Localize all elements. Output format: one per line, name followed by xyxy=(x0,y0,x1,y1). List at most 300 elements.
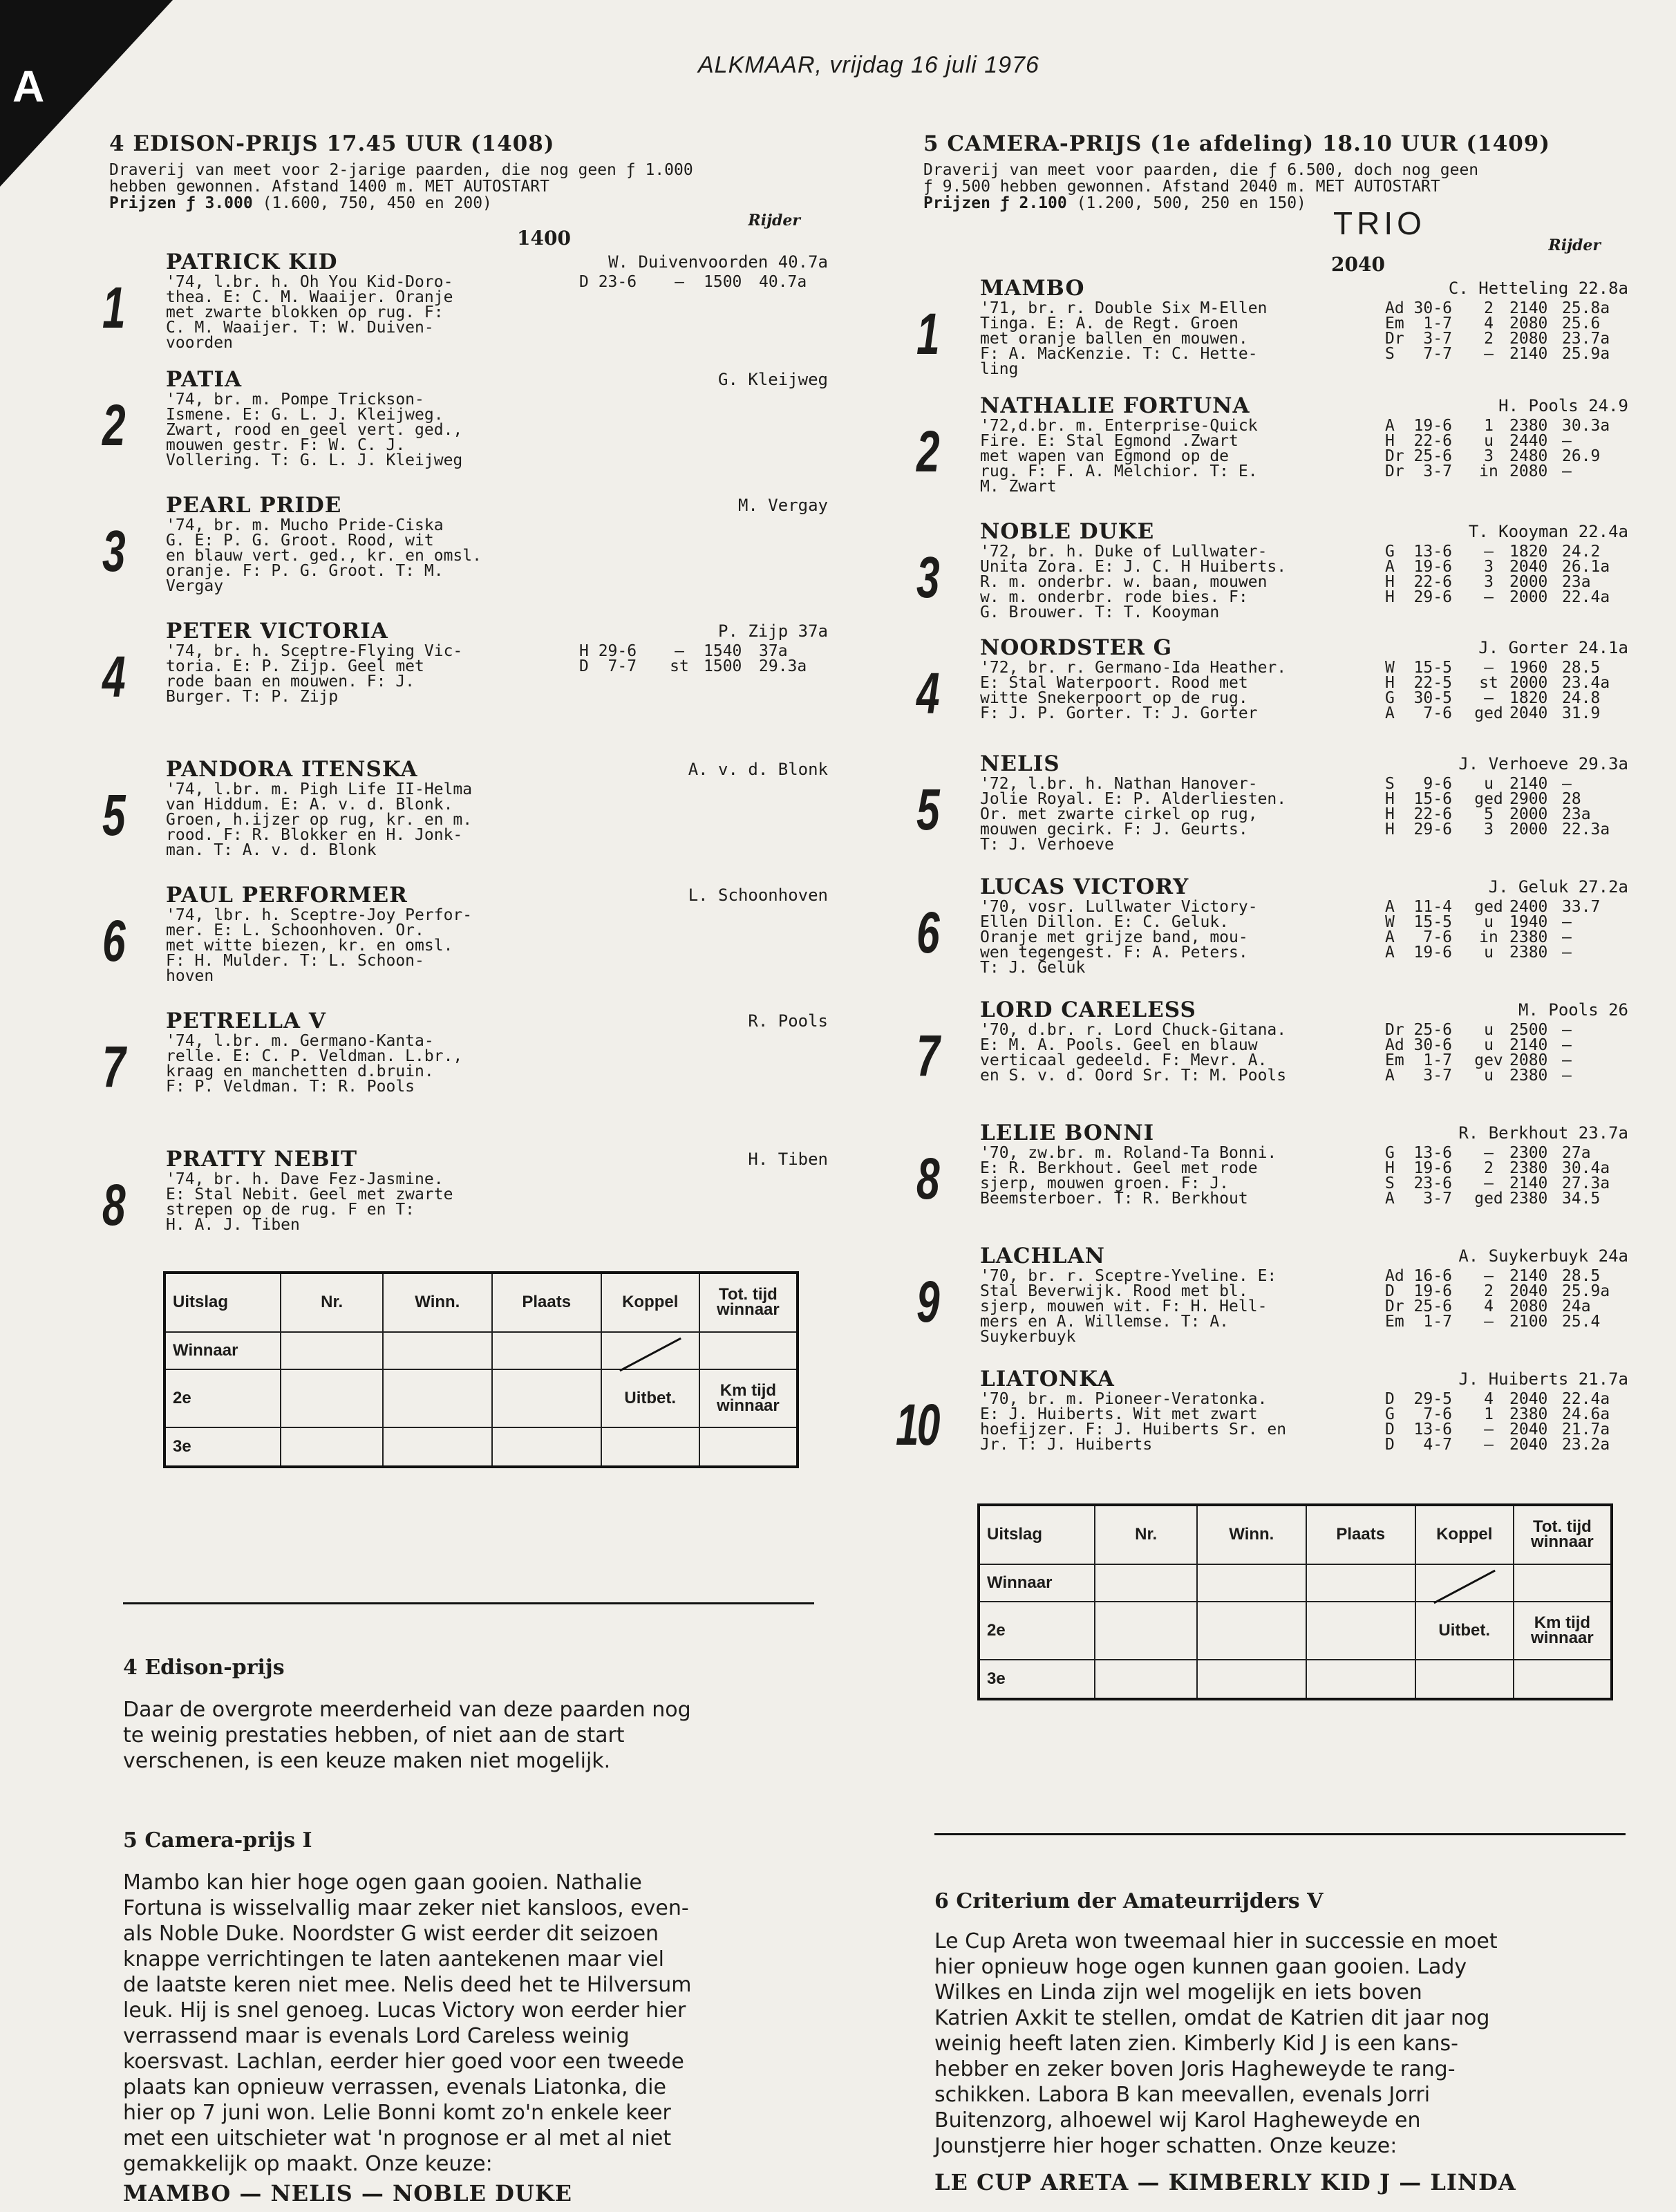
performance-cell: 24.6a xyxy=(1562,1405,1610,1423)
performance-row xyxy=(1385,449,1628,464)
performance-cell: 4 xyxy=(1484,1297,1494,1315)
horse-name: NOORDSTER G xyxy=(980,635,1173,660)
performance-cell: 1540 xyxy=(704,642,742,660)
performance-cell: 2080 xyxy=(1509,1297,1548,1315)
performance-cell: 2040 xyxy=(1509,704,1548,722)
description-line: '70, br. r. Sceptre-Yveline. E: xyxy=(980,1267,1277,1285)
derde-label: 3e xyxy=(164,1427,281,1467)
performance-row xyxy=(1385,660,1628,675)
description-line: Unita Zora. E: J. C. H Huiberts. xyxy=(980,558,1287,576)
horse-name: PAUL PERFORMER xyxy=(166,883,408,908)
description-line: Or. met zwarte cirkel op rug, xyxy=(980,805,1258,823)
performance-cell: Em 1-7 xyxy=(1385,1313,1452,1331)
rider-name: J. Huiberts 21.7a xyxy=(1458,1369,1628,1389)
winnaar-row xyxy=(164,1332,798,1370)
performance-cell: 28 xyxy=(1562,790,1581,808)
description-line: E: J. Huiberts. Wit met zwart xyxy=(980,1405,1258,1423)
horse-description xyxy=(980,1268,1277,1344)
tweede-label: 2e xyxy=(164,1369,281,1427)
performance-cell: A 19-6 xyxy=(1385,944,1452,962)
horse-entry xyxy=(916,519,1628,635)
performance-cell: — xyxy=(1484,543,1494,561)
performance-row xyxy=(1385,945,1628,960)
table-header-koppel: Koppel xyxy=(1415,1505,1514,1564)
empty-cell xyxy=(1514,1564,1612,1602)
description-line: '74, br. m. Mucho Pride-Ciska xyxy=(166,516,444,534)
race-5-horse-list xyxy=(896,276,1628,1484)
performance-cell: 29.3a xyxy=(759,657,807,675)
performance-cell: 26.9 xyxy=(1562,447,1601,465)
performance-cell: 2000 xyxy=(1509,588,1548,606)
performance-cell: A 19-6 xyxy=(1385,417,1452,435)
performance-cell: 2000 xyxy=(1509,573,1548,591)
performance-cell: 1500 xyxy=(704,657,742,675)
horse-header xyxy=(166,883,828,908)
performance-row xyxy=(1385,418,1628,433)
performance-cell: 31.9 xyxy=(1562,704,1601,722)
comment-6-title: 6 Criterium der Amateurrijders V xyxy=(934,1889,1324,1913)
horse-header xyxy=(980,635,1628,660)
km-tijd-label xyxy=(699,1369,798,1427)
performance-list xyxy=(1385,544,1628,620)
rider-name: W. Duivenvoorden 40.7a xyxy=(608,252,828,272)
performance-cell: — xyxy=(1562,913,1572,931)
race-4-description xyxy=(109,162,828,195)
rider-header: Rijder xyxy=(1548,236,1601,254)
performance-cell: — xyxy=(675,642,684,660)
horse-name: NATHALIE FORTUNA xyxy=(980,393,1250,418)
horse-name: NELIS xyxy=(980,751,1060,776)
description-line: Stal Beverwijk. Rood met bl. xyxy=(980,1282,1248,1300)
performance-cell: 2100 xyxy=(1509,1313,1548,1331)
comment-line: Mambo kan hier hoge ogen gaan gooien. Nathalie xyxy=(123,1871,642,1895)
tweede-row xyxy=(164,1369,798,1427)
rider-name: A. v. d. Blonk xyxy=(688,760,828,779)
description-line: G. Brouwer. T: T. Kooyman xyxy=(980,603,1220,621)
table-header-row xyxy=(979,1505,1612,1564)
performance-row xyxy=(1385,346,1628,362)
program-number: 9 xyxy=(916,1269,938,1334)
program-number: 8 xyxy=(102,1172,124,1237)
empty-cell xyxy=(601,1427,699,1467)
description-line: E: M. A. Pools. Geel en blauw xyxy=(980,1036,1258,1054)
race-4-title: 4 EDISON-PRIJS 17.45 UUR (1408) xyxy=(109,131,555,156)
comment-5-pick: MAMBO — NELIS — NOBLE DUKE xyxy=(123,2180,573,2206)
performance-cell: S 9-6 xyxy=(1385,775,1452,793)
performance-cell: 1 xyxy=(1484,417,1494,435)
performance-cell: Ad 30-6 xyxy=(1385,299,1452,317)
performance-row xyxy=(1385,1022,1628,1038)
performance-cell: 2080 xyxy=(1509,1051,1548,1069)
performance-cell: Dr 3-7 xyxy=(1385,462,1452,480)
km-tijd-line: winnaar xyxy=(717,1396,780,1416)
horse-details xyxy=(166,644,828,704)
horse-entry xyxy=(102,883,828,1009)
horse-entry xyxy=(102,250,828,367)
slash-mark xyxy=(619,1338,681,1372)
description-line: kraag en manchetten d.bruin. xyxy=(166,1062,434,1080)
horse-header xyxy=(980,997,1628,1022)
corner-letter: A xyxy=(12,62,45,111)
performance-cell: — xyxy=(1484,1144,1494,1162)
tweede-row xyxy=(979,1602,1612,1660)
performance-cell: H 22-6 xyxy=(1385,573,1452,591)
horse-name: LACHLAN xyxy=(980,1244,1105,1268)
race-5-prizes-rest: (1.200, 500, 250 en 150) xyxy=(1066,194,1306,212)
table-header-koppel: Koppel xyxy=(601,1273,699,1332)
horse-description xyxy=(166,908,472,984)
description-line: '74, lbr. h. Sceptre-Joy Perfor- xyxy=(166,906,473,924)
rider-name: C. Hetteling 22.8a xyxy=(1448,279,1628,298)
comment-line: verschenen, is een keuze maken niet mogelijk. xyxy=(123,1749,611,1773)
description-line: H. A. J. Tiben xyxy=(166,1216,300,1234)
performance-cell: A 3-7 xyxy=(1385,1067,1452,1085)
horse-details xyxy=(980,1145,1628,1206)
performance-cell: 30.3a xyxy=(1562,417,1610,435)
performance-cell: 22.4a xyxy=(1562,1390,1610,1408)
horse-details xyxy=(980,776,1628,852)
horse-details xyxy=(980,1022,1628,1083)
comment-line: hier opnieuw hoge ogen kunnen gaan gooien. Lady xyxy=(934,1955,1467,1979)
performance-row xyxy=(1385,433,1628,449)
performance-list xyxy=(1385,899,1628,975)
empty-cell xyxy=(1415,1660,1514,1699)
empty-cell xyxy=(699,1427,798,1467)
performance-cell: 23a xyxy=(1562,573,1591,591)
performance-cell: — xyxy=(1562,928,1572,946)
performance-row xyxy=(1385,1422,1628,1437)
km-tijd-line: winnaar xyxy=(1531,1629,1594,1648)
performance-row xyxy=(1385,1068,1628,1083)
performance-row xyxy=(1385,706,1628,721)
performance-cell: 21.7a xyxy=(1562,1421,1610,1438)
horse-description xyxy=(166,644,462,704)
horse-entry xyxy=(916,997,1628,1121)
horse-description xyxy=(980,1145,1277,1206)
comment-line: Jounstjerre hier hoger schatten. Onze keuze: xyxy=(934,2134,1397,2158)
performance-cell: 2040 xyxy=(1509,558,1548,576)
description-line: F: A. MacKenzie. T: C. Hette- xyxy=(980,345,1258,363)
performance-cell: — xyxy=(1484,1313,1494,1331)
performance-cell: D 29-5 xyxy=(1385,1390,1452,1408)
table-header-winn: Winn. xyxy=(1197,1505,1306,1564)
performance-cell: 2900 xyxy=(1509,790,1548,808)
comment-line: Wilkes en Linda zijn wel mogelijk en iets boven xyxy=(934,1980,1422,2005)
horse-description xyxy=(166,392,462,468)
horse-entry xyxy=(916,1244,1628,1367)
description-line: '72,d.br. m. Enterprise-Quick xyxy=(980,417,1258,435)
description-line: F: P. Veldman. T: R. Pools xyxy=(166,1078,415,1096)
program-number: 7 xyxy=(102,1034,124,1099)
performance-cell: 24.8 xyxy=(1562,689,1601,707)
performance-cell: 33.7 xyxy=(1562,898,1601,916)
derde-row xyxy=(979,1660,1612,1699)
performance-row xyxy=(1385,464,1628,479)
rider-name: L. Schoonhoven xyxy=(688,885,828,905)
dateline: ALKMAAR, vrijdag 16 juli 1976 xyxy=(698,52,1039,78)
horse-details xyxy=(980,660,1628,721)
performance-row xyxy=(1385,1145,1628,1161)
description-line: met oranje ballen en mouwen. xyxy=(980,330,1248,348)
comment-line: verrassend maar is evenals Lord Careless weinig xyxy=(123,2024,630,2048)
horse-description xyxy=(166,1033,462,1094)
description-line: van Hiddum. E: A. v. d. Blonk. xyxy=(166,796,453,814)
tot-tijd-line: Tot. tijd xyxy=(1532,1517,1592,1537)
performance-cell: gev xyxy=(1474,1051,1503,1069)
horse-header xyxy=(980,1367,1628,1391)
performance-cell: 2040 xyxy=(1509,1282,1548,1300)
comment-line: leuk. Hij is snel genoeg. Lucas Victory won eerder hier xyxy=(123,1998,686,2023)
description-line: Vergay xyxy=(166,577,224,595)
performance-list xyxy=(1385,1391,1628,1452)
performance-row xyxy=(1385,930,1628,945)
program-number: 6 xyxy=(102,908,124,973)
performance-cell: 1940 xyxy=(1509,913,1548,931)
performance-cell: u xyxy=(1484,775,1494,793)
description-line: met zwarte blokken op rug. F: xyxy=(166,303,444,321)
performance-row xyxy=(1385,559,1628,574)
performance-cell: Ad 30-6 xyxy=(1385,1036,1452,1054)
description-line: Tinga. E: A. de Regt. Groen xyxy=(980,315,1239,332)
performance-cell: A 7-6 xyxy=(1385,704,1452,722)
horse-name: PEARL PRIDE xyxy=(166,493,342,518)
performance-row xyxy=(1385,807,1628,822)
performance-cell: 4 xyxy=(1484,1390,1494,1408)
performance-cell: Dr 25-6 xyxy=(1385,447,1452,465)
performance-cell: Em 1-7 xyxy=(1385,1051,1452,1069)
horse-name: PETRELLA V xyxy=(166,1009,326,1033)
race-4-desc-line: Draverij van meet voor 2-jarige paarden, die nog geen ƒ 1.000 xyxy=(109,161,693,179)
divider-right xyxy=(934,1833,1626,1835)
comment-line: hebber en zeker boven Joris Hagheweyde te rang- xyxy=(934,2057,1456,2081)
program-number: 3 xyxy=(916,545,938,610)
race-4-distance: 1400 xyxy=(517,227,571,250)
performance-cell: — xyxy=(1562,944,1572,962)
description-line: Jolie Royal. E: P. Alderliesten. xyxy=(980,790,1287,808)
performance-cell: 30.4a xyxy=(1562,1159,1610,1177)
performance-cell: u xyxy=(1484,1067,1494,1085)
empty-cell xyxy=(1095,1564,1196,1602)
description-line: G. E: P. G. Groot. Rood, wit xyxy=(166,532,434,550)
comment-line: schikken. Labora B kan meevallen, evenals Jorri xyxy=(934,2083,1431,2107)
horse-header xyxy=(166,367,828,392)
description-line: voorden xyxy=(166,334,233,352)
performance-cell: 23.7a xyxy=(1562,330,1610,348)
empty-cell xyxy=(383,1427,492,1467)
performance-list xyxy=(1385,660,1628,721)
empty-cell xyxy=(383,1332,492,1370)
horse-entry xyxy=(916,635,1628,751)
description-line: E: Stal Waterpoort. Rood met xyxy=(980,674,1248,692)
performance-cell: 2140 xyxy=(1509,1036,1548,1054)
horse-header xyxy=(980,393,1628,418)
table-header-plaats: Plaats xyxy=(1306,1505,1415,1564)
performance-cell: 3 xyxy=(1484,447,1494,465)
horse-details xyxy=(980,899,1628,975)
performance-cell: u xyxy=(1484,944,1494,962)
horse-entry xyxy=(916,276,1628,393)
description-line: mouwen gestr. F: W. C. J. xyxy=(166,436,406,454)
program-number: 8 xyxy=(916,1146,938,1211)
performance-cell: — xyxy=(1484,1174,1494,1192)
horse-details xyxy=(166,392,828,468)
performance-cell: 25.6 xyxy=(1562,315,1601,332)
performance-cell: 23a xyxy=(1562,805,1591,823)
rider-name: R. Berkhout 23.7a xyxy=(1458,1123,1628,1143)
comment-line: als Noble Duke. Noordster G wist eerder dit seizoen xyxy=(123,1922,659,1946)
race-5-desc-line: ƒ 9.500 hebben gewonnen. Afstand 2040 m. MET AUTOSTART xyxy=(923,178,1440,196)
performance-row xyxy=(1385,574,1628,590)
performance-cell: D 7-7 xyxy=(579,657,637,675)
performance-cell: — xyxy=(1484,588,1494,606)
performance-row xyxy=(1385,899,1628,915)
performance-cell: 25.8a xyxy=(1562,299,1610,317)
performance-cell: 2000 xyxy=(1509,805,1548,823)
horse-name: NOBLE DUKE xyxy=(980,519,1155,544)
performance-row xyxy=(579,659,828,674)
description-line: rode baan en mouwen. F: J. xyxy=(166,673,415,691)
horse-header xyxy=(166,757,828,782)
empty-cell xyxy=(281,1369,382,1427)
performance-cell: 2040 xyxy=(1509,1421,1548,1438)
horse-header xyxy=(166,493,828,518)
performance-cell: 2380 xyxy=(1509,417,1548,435)
horse-name: PANDORA ITENSKA xyxy=(166,757,418,782)
rider-name: J. Geluk 27.2a xyxy=(1488,877,1628,897)
performance-cell: 3 xyxy=(1484,573,1494,591)
performance-cell: A 3-7 xyxy=(1385,1190,1452,1208)
performance-cell: H 22-6 xyxy=(1385,805,1452,823)
race-4-prizes xyxy=(109,195,828,212)
performance-cell: 34.5 xyxy=(1562,1190,1601,1208)
performance-cell: 2440 xyxy=(1509,432,1548,450)
performance-cell: — xyxy=(1562,462,1572,480)
performance-row xyxy=(1385,1284,1628,1299)
performance-cell: — xyxy=(1484,1267,1494,1285)
comment-line: te weinig prestaties hebben, of niet aan de start xyxy=(123,1723,625,1747)
performance-row xyxy=(579,274,828,290)
horse-description xyxy=(980,776,1286,852)
description-line: '74, l.br. m. Pigh Life II-Helma xyxy=(166,780,473,798)
comment-line: de laatste keren niet mee. Nelis deed het te Hilversum xyxy=(123,1973,692,1997)
empty-cell xyxy=(492,1332,601,1370)
horse-name: LELIE BONNI xyxy=(980,1121,1155,1145)
horse-header xyxy=(980,276,1628,301)
performance-cell: 27.3a xyxy=(1562,1174,1610,1192)
performance-list xyxy=(1385,776,1628,852)
description-line: strepen op de rug. F en T: xyxy=(166,1201,415,1219)
performance-row xyxy=(579,644,828,659)
comment-line: plaats kan opnieuw verrassen, evenals Liatonka, die xyxy=(123,2075,666,2099)
description-line: '74, l.br. m. Germano-Kanta- xyxy=(166,1032,434,1050)
performance-list xyxy=(1385,301,1628,377)
performance-cell: Dr 3-7 xyxy=(1385,330,1452,348)
comment-6-pick: LE CUP ARETA — KIMBERLY KID J — LINDA xyxy=(934,2169,1516,2195)
race-4-result-table xyxy=(163,1271,799,1468)
performance-cell: 28.5 xyxy=(1562,659,1601,677)
performance-list xyxy=(1385,418,1628,494)
program-number: 2 xyxy=(102,393,124,458)
performance-cell: G 13-6 xyxy=(1385,1144,1452,1162)
description-line: wen tegengest. F: A. Peters. xyxy=(980,944,1248,962)
performance-cell: 2140 xyxy=(1509,345,1548,363)
performance-row xyxy=(1385,1161,1628,1176)
performance-row xyxy=(1385,1038,1628,1053)
table-header-tot-tijd xyxy=(1514,1505,1612,1564)
performance-cell: ged xyxy=(1474,704,1503,722)
rider-name: R. Pools xyxy=(748,1011,828,1031)
horse-name: PATIA xyxy=(166,367,243,392)
performance-cell: D 23-6 xyxy=(579,273,637,291)
performance-cell: 2140 xyxy=(1509,1174,1548,1192)
horse-name: LIATONKA xyxy=(980,1367,1115,1391)
performance-row xyxy=(1385,590,1628,605)
performance-cell: A 7-6 xyxy=(1385,928,1452,946)
description-line: sjerp, mouwen wit. F: H. Hell- xyxy=(980,1297,1268,1315)
performance-cell: 2380 xyxy=(1509,1159,1548,1177)
empty-cell xyxy=(1306,1660,1415,1699)
comment-line: weinig heeft laten zien. Kimberly Kid J is een kans- xyxy=(934,2032,1458,2056)
performance-cell: H 22-5 xyxy=(1385,674,1452,692)
program-number: 5 xyxy=(916,777,938,842)
description-line: hoven xyxy=(166,967,214,985)
empty-cell xyxy=(1197,1564,1306,1602)
rider-name: A. Suykerbuyk 24a xyxy=(1458,1246,1628,1266)
divider-left xyxy=(123,1602,814,1604)
empty-cell xyxy=(492,1427,601,1467)
performance-cell: 2140 xyxy=(1509,1267,1548,1285)
table-header-nr: Nr. xyxy=(1095,1505,1196,1564)
comment-4-title: 4 Edison-prijs xyxy=(123,1656,285,1680)
horse-header xyxy=(166,1009,828,1033)
performance-cell: 26.1a xyxy=(1562,558,1610,576)
performance-list xyxy=(1385,1145,1628,1206)
performance-cell: 2380 xyxy=(1509,1067,1548,1085)
description-line: E: R. Berkhout. Geel met rode xyxy=(980,1159,1258,1177)
performance-row xyxy=(1385,822,1628,837)
program-number: 1 xyxy=(102,275,124,340)
description-line: rug. F: F. A. Melchior. T: E. xyxy=(980,462,1258,480)
performance-cell: 23.2a xyxy=(1562,1436,1610,1454)
performance-cell: 2080 xyxy=(1509,462,1548,480)
empty-cell xyxy=(1197,1602,1306,1660)
winnaar-label: Winnaar xyxy=(164,1332,281,1370)
horse-entry xyxy=(896,1367,1628,1484)
performance-cell: S 23-6 xyxy=(1385,1174,1452,1192)
performance-row xyxy=(1385,331,1628,346)
performance-cell: 3 xyxy=(1484,821,1494,838)
performance-cell: — xyxy=(675,273,684,291)
performance-cell: — xyxy=(1484,1436,1494,1454)
comment-line: gemakkelijk op maakt. Onze keuze: xyxy=(123,2152,493,2176)
description-line: thea. E: C. M. Waaijer. Oranje xyxy=(166,288,453,306)
description-line: '74, br. h. Sceptre-Flying Vic- xyxy=(166,642,463,660)
race-4-prizes-lead: Prijzen ƒ 3.000 xyxy=(109,194,253,212)
performance-cell: H 29-6 xyxy=(1385,821,1452,838)
description-line: Groen, h.ijzer op rug, kr. en m. xyxy=(166,811,473,829)
performance-cell: D 19-6 xyxy=(1385,1282,1452,1300)
derde-label: 3e xyxy=(979,1660,1095,1699)
performance-cell: H 15-6 xyxy=(1385,790,1452,808)
description-line: '71, br. r. Double Six M-Ellen xyxy=(980,299,1268,317)
empty-cell xyxy=(1197,1660,1306,1699)
performance-cell: ged xyxy=(1474,790,1503,808)
table-header-row xyxy=(164,1273,798,1332)
rider-name: M. Pools 26 xyxy=(1518,1000,1628,1020)
performance-row xyxy=(1385,316,1628,331)
description-line: rood. F: R. Blokker en H. Jonk- xyxy=(166,826,463,844)
performance-row xyxy=(1385,1191,1628,1206)
